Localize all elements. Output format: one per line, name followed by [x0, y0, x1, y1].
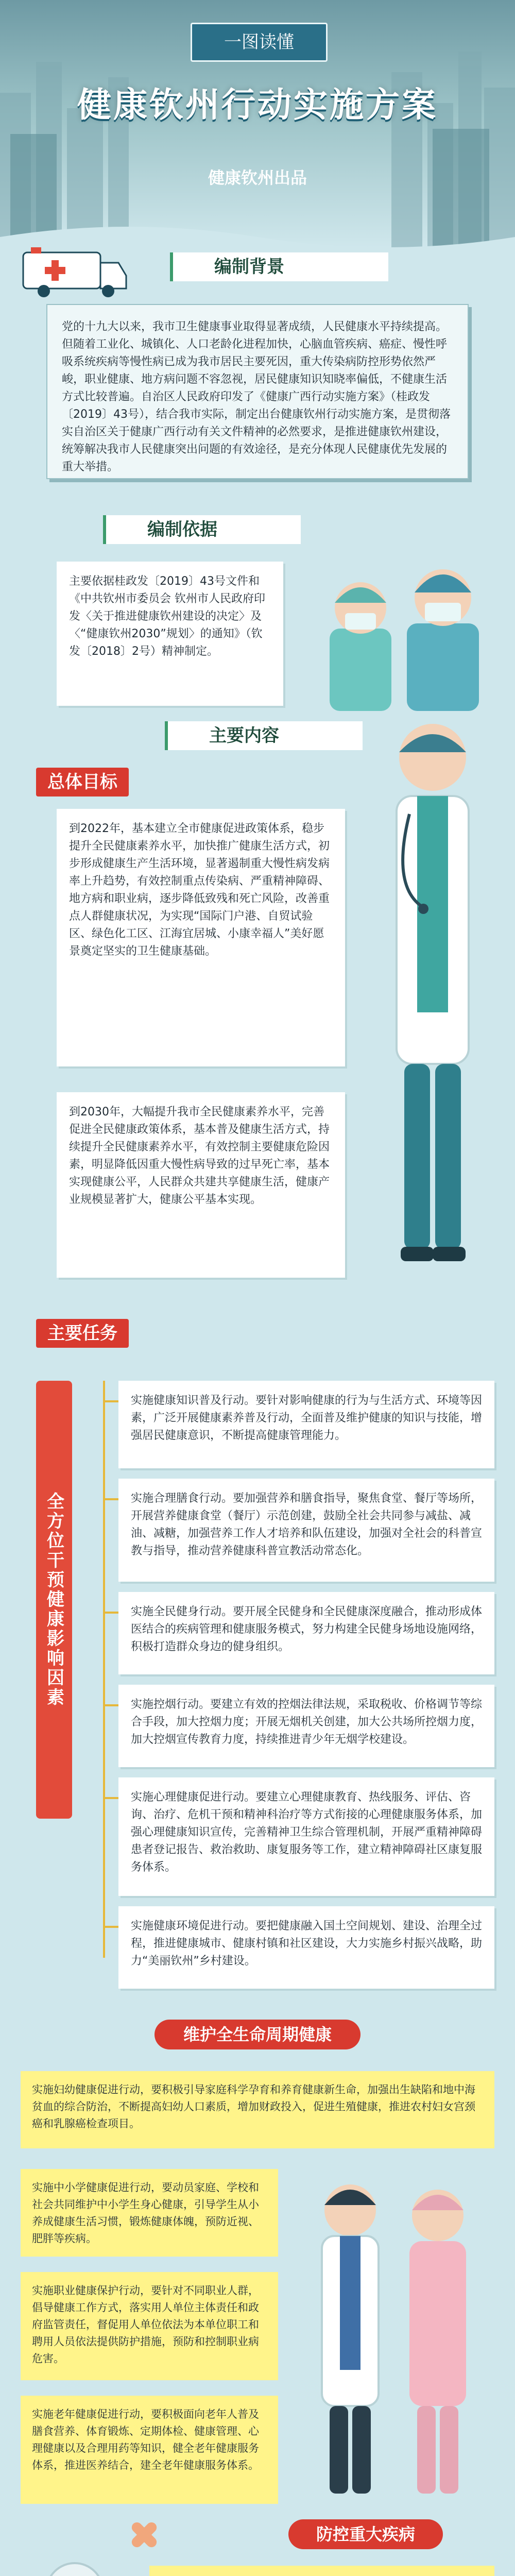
task-connector: [103, 1498, 118, 1500]
life-cycle-text: 实施老年健康促进行动，要积极面向老年人普及膳食营养、体育锻炼、定期体检、健康管理、心理健康以及合理用药等知识，健全老年健康服务体系，推进医养结合，建全老年健康服务体系。: [32, 2408, 259, 2471]
life-cycle-item: [21, 2071, 494, 2148]
bandage-icon: [124, 2514, 165, 2555]
basis-text-panel: [57, 562, 283, 706]
task-item: [118, 1777, 494, 1896]
life-cycle-text: 实施职业健康保护行动，要针对不同职业人群，倡导健康工作方式，落实用人单位主体责任和政府监管责任，督促用人单位依法为本单位职工和聘用人员依法提供防护措施，预防和控制职业病危害。: [32, 2284, 259, 2365]
goal-2030-panel: [57, 1092, 345, 1278]
task-text: 实施健康知识普及行动。要针对影响健康的行为与生活方式、环境等因素，广泛开展健康素养普及行动，全面普及维护健康的知识与技能，增强居民健康意识，不断提高健康管理能力。: [131, 1394, 483, 1442]
section-title-main-content: 主要内容: [165, 721, 363, 750]
task-text: 实施全民健身行动。要开展全民健身和全民健康深度融合，推动形成体医结合的疾病管理和健康服务模式，努力构建全民健身场地设施网络，积极打造群众身边的健身组织。: [131, 1605, 483, 1653]
life-cycle-text: 实施妇幼健康促进行动，要积极引导家庭科学孕育和养育健康新生命，加强出生缺陷和地中海贫血的综合防治，不断提高妇幼人口素质，增加财政投入，促进生殖健康，推进农村妇女宫颈癌和乳腺癌检查项目。: [32, 2083, 475, 2130]
header-badge: 一图读懂: [191, 23, 328, 62]
task-text: 实施心理健康促进行动。要建立心理健康教育、热线服务、评估、咨询、治疗、危机干预和精神科治疗等方式衔接的心理健康服务体系，加强心理健康知识宣传，完善精神卫生综合管理机制，开展严重精神障碍患者登记报告、救治救助、康复服务等工作，建立精神障碍社区康复服务体系。: [131, 1791, 483, 1874]
tasks-branch-line: [103, 1381, 105, 1958]
page-title: 健康钦州行动实施方案: [77, 85, 438, 125]
life-cycle-item: [21, 2396, 278, 2504]
tasks-side-label: 全方位干预健康影响因素: [36, 1381, 72, 1819]
task-item: [118, 1381, 494, 1468]
task-connector: [103, 1612, 118, 1614]
task-connector: [103, 1704, 118, 1706]
disease-item: [149, 2566, 494, 2576]
task-text: 实施控烟行动。要建立有效的控烟法律法规，采取税收、价格调节等综合手段，加大控烟力度；开展无烟机关创建，加大公共场所控烟力度，加大控烟宣传教育力度，持续推进青少年无烟学校建设。: [131, 1698, 483, 1746]
task-item: [118, 1592, 494, 1674]
doctors-pair-illustration: [299, 2174, 494, 2504]
task-item: [118, 1685, 494, 1767]
life-cycle-item: [21, 2272, 278, 2380]
task-item: [118, 1479, 494, 1582]
task-text: 实施健康环境促进行动。要把健康融入国土空间规划、建设、治理全过程，推进健康城市、健康村镇和社区建设，大力实施乡村振兴战略，助力“美丽钦州”乡村建设。: [131, 1920, 483, 1968]
task-connector: [103, 1797, 118, 1799]
publisher-label: 健康钦州出品: [208, 168, 307, 188]
goal-2022-panel: [57, 809, 345, 1066]
section-title-background: 编制背景: [170, 252, 388, 281]
subsection-title-life-cycle: 维护全生命周期健康: [154, 2020, 360, 2049]
background-text: 党的十九大以来，我市卫生健康事业取得显著成绩，人民健康水平持续提高。但随着工业化、城镇化、人口老龄化进程加快，心脑血管疾病、癌症、慢性呼吸系统疾病等慢性病已成为我市居民主要死因，重大传染病防控形势依然严峻，职业健康、地方病问题不容忽视，居民健康知识知晓率偏低，不健康生活方式比较普遍。自治区人民政府印发了《健康广西行动实施方案》（桂政发〔2019〕43号），结合我市实际，制定出台健康钦州行动实施方案，是贯彻落实自治区关于健康广西行动有关文件精神的必然要求，是推进健康钦州建设，统筹解决我市人民健康突出问题的有效途径，是充分体现人民健康优先发展的重大举措。: [62, 320, 451, 473]
life-cycle-item: [21, 2169, 278, 2257]
task-item: [118, 1906, 494, 1989]
task-connector: [103, 1400, 118, 1402]
goal-2022-text: 到2022年，基本建立全市健康促进政策体系，稳步提升全民健康素养水平，加快推广健康生活方式，初步形成健康生产生活环境，显著遏制重大慢性病发病率上升趋势，有效控制重点传染病、严重精神障碍、地方病和职业病，逐步降低致残和死亡风险，改善重点人群健康状况，为实现“国际门户港、自贸试验区、绿色化工区、江海宜居城、小康幸福人”美好愿景奠定坚实的卫生健康基础。: [69, 822, 330, 958]
subsection-title-goals: 总体目标: [36, 768, 129, 796]
life-cycle-text: 实施中小学健康促进行动，要动员家庭、学校和社会共同维护中小学生身心健康，引导学生从小养成健康生活习惯，锻炼健康体魄，预防近视、肥胖等疾病。: [32, 2181, 259, 2245]
medical-staff-illustration: [319, 536, 494, 711]
ambulance-icon: [21, 242, 129, 299]
task-connector: [103, 1926, 118, 1928]
subsection-title-major-diseases: 防控重大疾病: [288, 2519, 443, 2549]
doctor-illustration: [360, 711, 505, 1278]
background-text-panel: [46, 304, 469, 479]
basis-text: 主要依据桂政发〔2019〕43号文件和《中共钦州市委员会 钦州市人民政府印发〈关于推进健康钦州建设的决定〉及〈“健康钦州2030”规划〉的通知》（钦发〔2018〕2号）精神制定。: [69, 575, 265, 658]
task-text: 实施合理膳食行动。要加强营养和膳食指导，聚焦食堂、餐厅等场所，开展营养健康食堂（餐厅）示范创建，鼓励全社会共同参与减盐、减油、减糖，加强营养工作人才培养和队伍建设，加强对全社会的科普宣教与指导，推动营养健康科普宣教活动常态化。: [131, 1492, 483, 1557]
goal-2030-text: 到2030年，大幅提升我市全民健康素养水平，完善促进全民健康政策体系，基本普及健康生活方式，持续提升全民健康素养水平，有效控制主要健康危险因素，明显降低因重大慢性病导致的过早死亡率，基本实现健康公平，人民群众共建共享健康生活，健康产业规模显著扩大，健康公平基本实现。: [69, 1106, 330, 1206]
protective-suit-illustration: [15, 2555, 134, 2576]
subsection-title-main-tasks: 主要任务: [36, 1319, 129, 1348]
section-title-basis: 编制依据: [103, 515, 301, 544]
